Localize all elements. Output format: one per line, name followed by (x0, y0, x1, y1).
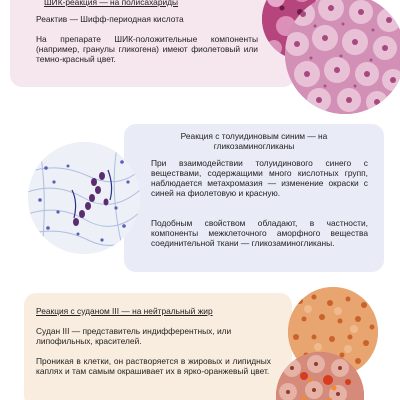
pas-description-text: На препарате ШИК-положительные компоненты (например, гранулы гликогена) имеют фиолетовый или темно-красный цвет. (36, 34, 258, 64)
sudan-paragraph-2: Проникая в клетки, он растворяется в жировых и липидных каплях и там самым окрашивает их в ярко-оранжевый цвет. (36, 356, 271, 376)
toluidine-reaction-title-line2: гликозаминогликаны (213, 141, 295, 151)
pas-micrograph-bottom (285, 0, 400, 114)
pas-reagent-text: Реактив — Шифф-периодная кислота (36, 14, 184, 24)
toluidine-paragraph-2: Подобным свойством обладают, в частности, компоненты межклеточного аморфного вещества соединительной ткани — гликозаминогликаны. (151, 218, 368, 248)
sudan-paragraph-1: Судан III — представитель индифферентных, или липофильных, красителей. (36, 326, 232, 346)
sudan-reaction-title: Реакция с суданом III — на нейтральный жир (36, 306, 213, 316)
toluidine-micrograph (28, 142, 140, 254)
toluidine-reaction-title-line1: Реакция с толуидиновым синим — на (180, 131, 328, 141)
toluidine-paragraph-1: При взаимодействии толуидинового синего с веществами, содержащими много кислотных групп, наблюдается метахромазия — изменение окраски с синей на фиолетовую и красную. (151, 158, 368, 198)
pas-reaction-title: ШИК-реакция — на полисахариды (44, 0, 179, 7)
